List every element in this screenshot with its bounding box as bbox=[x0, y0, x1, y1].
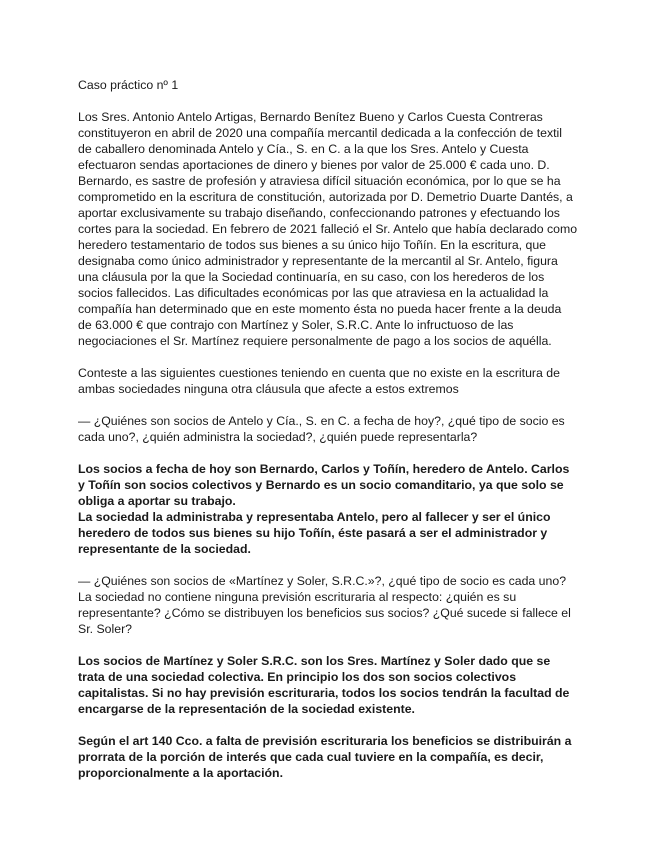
answer-1-block bbox=[78, 461, 578, 557]
answer-1-administration: La sociedad la administraba y representaba Antelo, pero al fallecer y ser el único heredero de todos sus bienes su hijo Toñín, éste pasará a ser el administrador y representante de la sociedad. bbox=[78, 510, 551, 556]
question-1: — ¿Quiénes son socios de Antelo y Cía., S. en C. a fecha de hoy?, ¿qué tipo de socio es cada uno?, ¿quién administra la sociedad?, ¿quién puede representarla? bbox=[78, 414, 565, 444]
case-intro-paragraph: Los Sres. Antonio Antelo Artigas, Bernardo Benítez Bueno y Carlos Cuesta Contreras constituyeron en abril de 2020 una compañía mercantil dedicada a la confección de textil de caballero denominada Antelo y Cía., S. en C. a la que los Sres. Antelo y Cuesta efectuaron sendas aportaciones de dinero y bienes por valor de 25.000 € cada uno. D. Bernardo, es sastre de profesión y atraviesa difícil situación económica, por lo que se ha comprometido en la escritura de constitución, autorizada por D. Demetrio Duarte Dantés, a aportar exclusivamente su trabajo diseñando, confeccionando patrones y efectuando los cortes para la sociedad. En febrero de 2021 falleció el Sr. Antelo que había declarado como heredero testamentario de todos sus bienes a su único hijo Toñín. En la escritura, que designaba como único administrador y representante de la mercantil al Sr. Antelo, figura una cláusula por la que la Sociedad continuaría, en su caso, con los herederos de los socios fallecidos. Las dificultades económicas por las que atraviesa en la actualidad la compañía han determinado que en este momento ésta no pueda hacer frente a la deuda de 63.000 € que contrajo con Martínez y Soler, S.R.C. Ante lo infructuoso de las negociaciones el Sr. Martínez requiere personalmente de pago a los socios de aquélla. bbox=[78, 110, 578, 348]
answer-2-partners: Los socios de Martínez y Soler S.R.C. son los Sres. Martínez y Soler dado que se trata de una sociedad colectiva. En principio los dos son socios colectivos capitalistas. Si no hay previsión escrituraria, todos los socios tendrán la facultad de encargarse de la representación de la sociedad existente. bbox=[78, 654, 570, 716]
answer-2-profits: Según el art 140 Cco. a falta de previsión escrituraria los beneficios se distribuirán a prorrata de la porción de interés que cada cual tuviere en la compañía, es decir, proporcionalmente a la aportación. bbox=[78, 734, 572, 780]
question-2: — ¿Quiénes son socios de «Martínez y Soler, S.R.C.»?, ¿qué tipo de socio es cada uno? La sociedad no contiene ninguna previsión escrituraria al respecto: ¿quién es su representante? ¿Cómo se distribuyen los beneficios sus socios? ¿Qué sucede si fallece el Sr. Soler? bbox=[78, 574, 571, 636]
answer-1-partners: Los socios a fecha de hoy son Bernardo, Carlos y Toñín, heredero de Antelo. Carlos y Toñín son socios colectivos y Bernardo es un socio comanditario, ya que solo se obliga a aportar su trabajo. bbox=[78, 462, 570, 508]
instructions-paragraph: Conteste a las siguientes cuestiones teniendo en cuenta que no existe en la escritura de ambas sociedades ninguna otra cláusula que afecte a estos extremos bbox=[78, 366, 560, 396]
document-title: Caso práctico nº 1 bbox=[78, 78, 179, 92]
document-page bbox=[78, 77, 578, 797]
